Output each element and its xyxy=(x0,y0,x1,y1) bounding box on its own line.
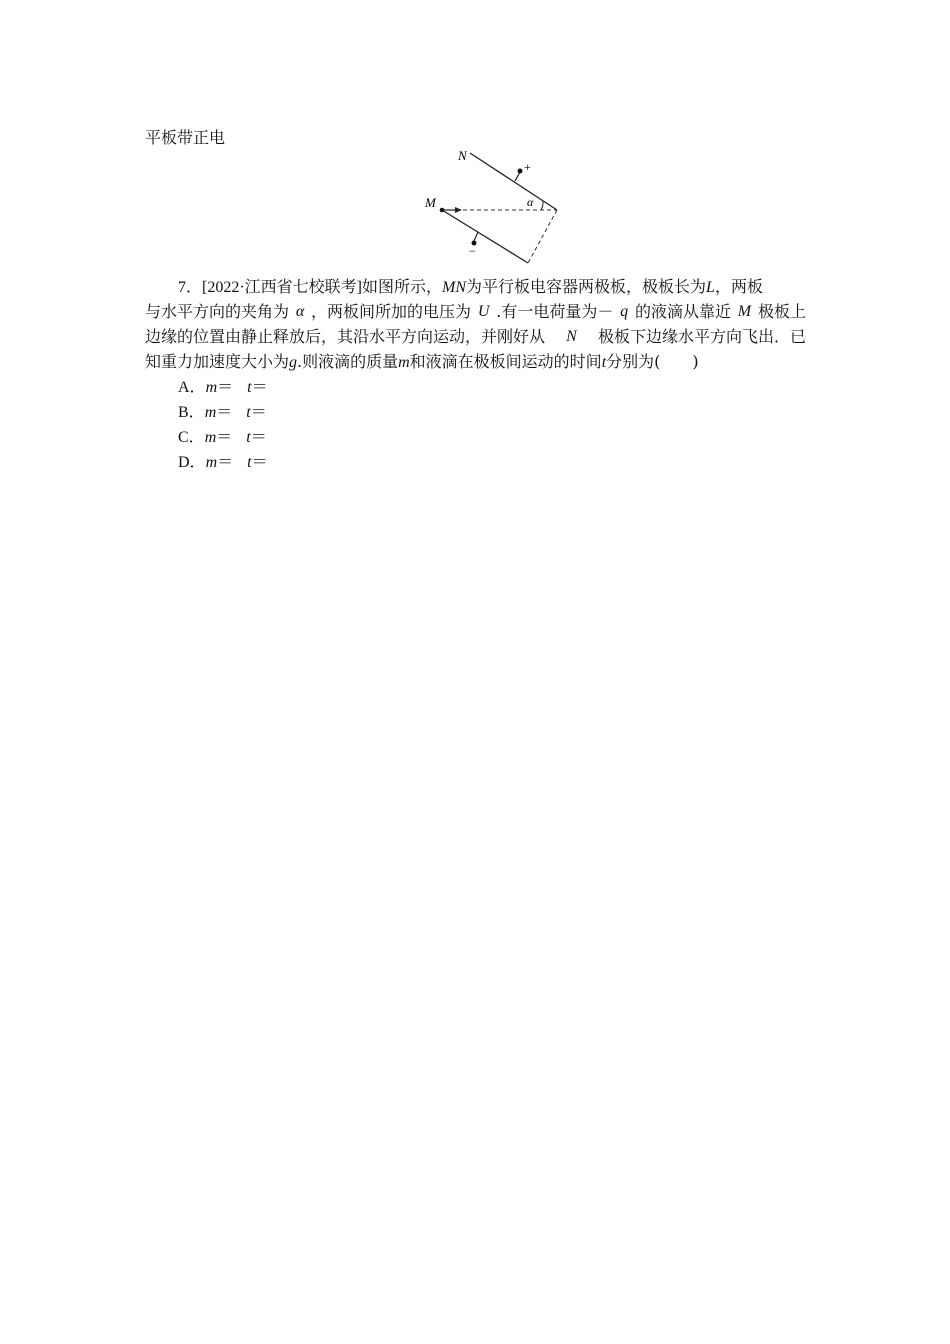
plate-n xyxy=(470,153,557,210)
capacitor-figure xyxy=(420,145,565,265)
terminal-plus-dot xyxy=(518,169,523,174)
question-line-1: 7．[2022·江西省七校联考]如图所示，MN为平行板电容器两极板，极板长为L，两板 xyxy=(178,277,763,296)
angle-arc xyxy=(541,201,543,210)
label-alpha: α xyxy=(527,195,534,209)
plate-m xyxy=(442,210,528,263)
question-source: [2022·江西省七校联考] xyxy=(202,279,363,296)
question-line-3: 边缘的位置由静止释放后，其沿水平方向运动，并刚好从 N 极板下边缘水平方向飞出．已 xyxy=(145,327,806,346)
point-m xyxy=(440,208,445,213)
question-line-4: 知重力加速度大小为g.则液滴的质量m和液滴在极板间运动的时间t分别为( ) xyxy=(145,352,699,371)
option-c[interactable]: C．m＝ t＝ xyxy=(178,427,267,446)
label-plus: + xyxy=(524,160,531,174)
option-b[interactable]: B．m＝ t＝ xyxy=(178,402,267,421)
option-a[interactable]: A．m＝ t＝ xyxy=(178,377,268,396)
question-number: 7． xyxy=(178,279,203,296)
question-line-2: 与水平方向的夹角为 α ，两板间所加的电压为 U .有一电荷量为－ q 的液滴从靠近 M 极板上 xyxy=(145,302,806,321)
arrow-head-icon xyxy=(455,207,462,213)
label-m: M xyxy=(425,195,436,210)
terminal-minus-lead xyxy=(474,232,478,241)
dashed-edge xyxy=(528,210,557,263)
option-d[interactable]: D．m＝ t＝ xyxy=(178,452,268,471)
previous-answer-tail: 平板带正电 xyxy=(145,128,226,147)
label-minus: − xyxy=(469,244,476,258)
label-n: N xyxy=(458,148,467,163)
